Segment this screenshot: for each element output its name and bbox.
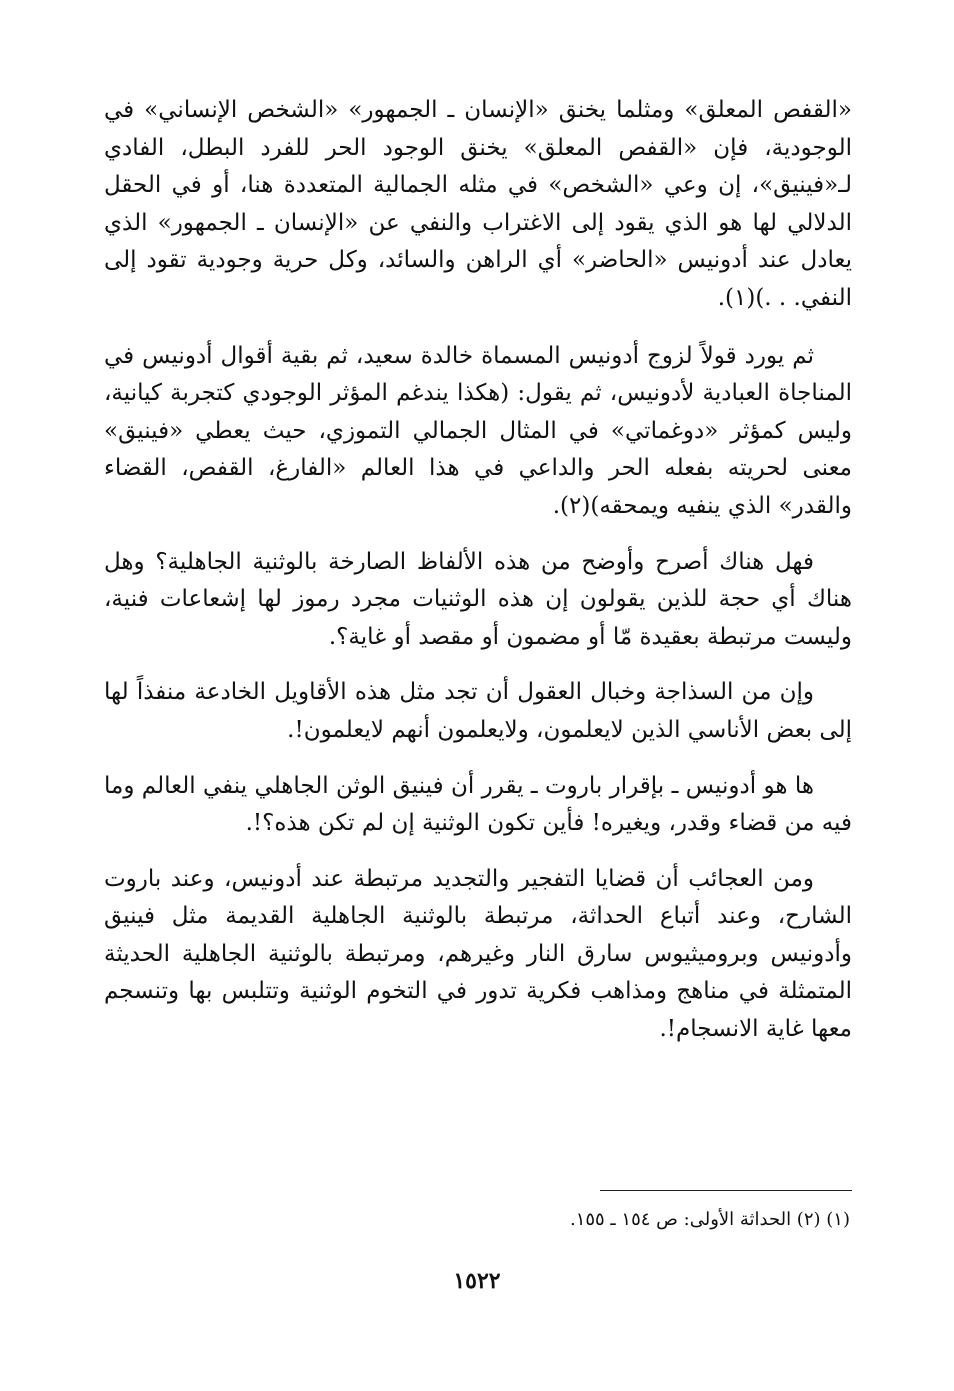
footnote: (١) (٢) الحداثة الأولى: ص ١٥٤ ـ ١٥٥.	[569, 1209, 850, 1230]
paragraph-6: ومن العجائب أن قضايا التفجير والتجديد مرتبطة عند أدونيس، وعند باروت الشارح، وعند أتباع الحداثة، مرتبطة بالوثنية الجاهلية القديمة مثل فينيق وأدونيس وبروميثيوس سارق النار وغيرهم، ومرتبطة بالوثنية الجاهلية الحديثة المتمثلة في مناهج ومذاهب فكرية تدور في التخوم الوثنية وتتلبس بها وتنسجم معها غاية الانسجام!.	[104, 865, 852, 1043]
paragraph-4: وإن من السذاجة وخبال العقول أن تجد مثل هذه الأقاويل الخادعة منفذاً لها إلى بعض الأناسي الذين لايعلمون، ولايعلمون أنهم لايعلمون!.	[104, 679, 852, 743]
footnote-divider	[600, 1190, 852, 1191]
page-number: ١٥٢٢	[453, 1268, 501, 1294]
paragraph-3: فهل هناك أصرح وأوضح من هذه الألفاظ الصارخة بالوثنية الجاهلية؟ وهل هناك أي حجة للذين يقولون إن هذه الوثنيات مجرد رموز لها إشعاعات فنية، وليست مرتبطة بعقيدة مّا أو مضمون أو مقصد أو غاية؟.	[104, 548, 852, 650]
paragraph-5: ها هو أدونيس ـ بإقرار باروت ـ يقرر أن فينيق الوثن الجاهلي ينفي العالم وما فيه من قضاء وقدر، ويغيره! فأين تكون الوثنية إن لم تكن هذه؟!.	[104, 772, 852, 837]
paragraph-1: «القفص المعلق» ومثلما يخنق «الإنسان ـ الجمهور» «الشخص الإنساني» في الوجودية، فإن «القفص المعلق» يخنق الوجود الحر للفرد البطل، الفادي لـ«فينيق»، إن وعي «الشخص» في مثله الجمالية المتعددة هنا، أو في الحقل الدلالي لها هو الذي يقود إلى الاغتراب والنفي عن «الإنسان ـ الجمهور» الذي يعادل عند أدونيس «الحاضر» أي الراهن والسائد، وكل حرية وجودية تقود إلى النفي. . .)(١).	[104, 97, 852, 311]
paragraph-2: ثم يورد قولاً لزوج أدونيس المسماة خالدة سعيد، ثم بقية أقوال أدونيس في المناجاة العبادية لأدونيس، ثم يقول: (هكذا يندغم المؤثر الوجودي كتجربة كيانية، وليس كمؤثر «دوغماتي» في المثال الجمالي التموزي، حيث يعطي «فينيق» معنى لحريته بفعله الحر والداعي في هذا العالم «الفارغ، القفص، القضاء والقدر» الذي ينفيه ويمحقه)(٢).	[104, 342, 852, 519]
main-text	[104, 92, 852, 1049]
